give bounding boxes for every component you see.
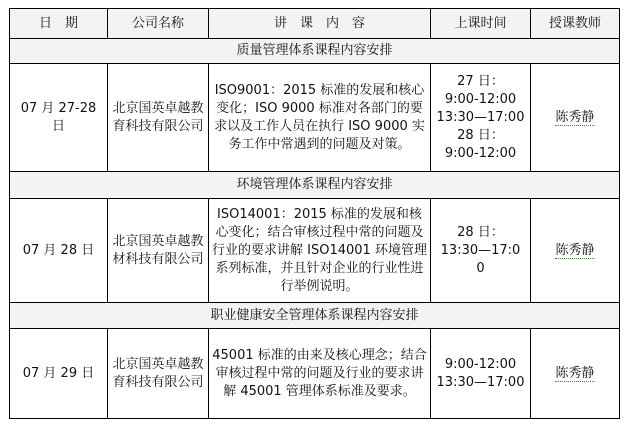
teacher-name: 陈秀静 bbox=[555, 365, 595, 381]
teacher-name: 陈秀静 bbox=[555, 242, 595, 258]
header-date: 日 期 bbox=[10, 9, 108, 39]
time-line: 27 日： bbox=[457, 73, 504, 89]
course-teacher bbox=[531, 329, 620, 419]
time-line: 13:30—17:00 bbox=[436, 109, 525, 125]
schedule-table bbox=[9, 8, 620, 419]
course-time bbox=[431, 64, 531, 172]
course-date: 07 月 27-28 日 bbox=[10, 64, 108, 172]
header-row bbox=[10, 9, 620, 39]
time-line: 9:00-12:00 bbox=[444, 91, 517, 107]
course-date: 07 月 28 日 bbox=[10, 199, 108, 303]
course-teacher bbox=[531, 199, 620, 303]
header-time: 上课时间 bbox=[431, 9, 531, 39]
header-content: 讲 课 内 容 bbox=[209, 9, 431, 39]
course-company: 北京国英卓越教育科技有限公司 bbox=[108, 329, 209, 419]
section-title-row bbox=[10, 303, 620, 329]
teacher-name: 陈秀静 bbox=[555, 109, 595, 125]
course-company: 北京国英卓越教材科技有限公司 bbox=[108, 199, 209, 303]
course-teacher bbox=[531, 64, 620, 172]
course-time bbox=[431, 329, 531, 419]
time-line: 13:30—17:00 bbox=[436, 374, 525, 390]
section-title-quality: 质量管理体系课程内容安排 bbox=[10, 39, 620, 64]
section-title-row bbox=[10, 39, 620, 64]
course-time bbox=[431, 199, 531, 303]
course-schedule bbox=[9, 8, 620, 419]
time-line: 0 bbox=[476, 260, 485, 276]
course-content: ISO14001：2015 标准的发展和核心变化；结合审核过程中常的问题及行业的要求讲解 ISO14001 环境管理系列标准，并且针对企业的行业性进行举例说明。 bbox=[209, 199, 431, 303]
course-row-quality bbox=[10, 64, 620, 172]
time-line: 28 日： bbox=[457, 127, 504, 143]
section-title-ohs: 职业健康安全管理体系课程内容安排 bbox=[10, 303, 620, 329]
course-content: 45001 标准的由来及核心理念；结合审核过程中常的问题及行业的要求讲解 45001 管理体系标准及要求。 bbox=[209, 329, 431, 419]
course-company: 北京国英卓越教育科技有限公司 bbox=[108, 64, 209, 172]
time-line: 9:00-12:00 bbox=[444, 356, 517, 372]
course-row-ohs bbox=[10, 329, 620, 419]
header-teacher: 授课教师 bbox=[531, 9, 620, 39]
time-line: 13:30—17:0 bbox=[440, 242, 521, 258]
section-title-environment: 环境管理体系课程内容安排 bbox=[10, 172, 620, 199]
course-date: 07 月 29 日 bbox=[10, 329, 108, 419]
header-company: 公司名称 bbox=[108, 9, 209, 39]
course-content: ISO9001：2015 标准的发展和核心变化；ISO 9000 标准对各部门的要求以及工作人员在执行 ISO 9000 实务工作中常遇到的问题及对策。 bbox=[209, 64, 431, 172]
course-row-environment bbox=[10, 199, 620, 303]
time-line: 9:00-12:00 bbox=[444, 145, 517, 161]
time-line: 28 日： bbox=[457, 224, 504, 240]
section-title-row bbox=[10, 172, 620, 199]
